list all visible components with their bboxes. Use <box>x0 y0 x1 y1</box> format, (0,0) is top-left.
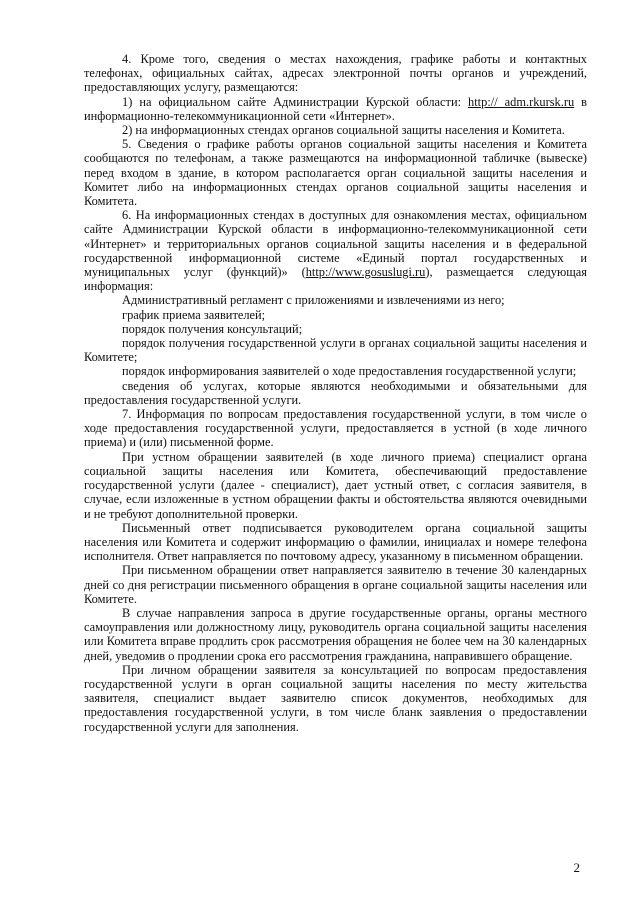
paragraph-written-answer: Письменный ответ подписывается руководителем органа социальной защиты населения или Комитета и содержит информацию о фамилии, инициалах и номере телефона исполнителя. Ответ направляется по почтовому адресу, указанному в письменном обращении. <box>84 520 587 564</box>
paragraph-6: 6. На информационных стендах в доступных для ознакомления местах, официальном сайте Администрации Курской области в информационно-телекоммуникационной сети «Интернет» и территориальных органов социальной защиты населения и в федеральной государственной информационной системе «Единый портал государственных и муниципальных услуг (функций)» (http://www.gosuslugi.ru), размещается следующая информация: <box>84 208 587 294</box>
page-number: 2 <box>573 860 580 875</box>
paragraph-4-item-2: 2) на информационных стендах органов социальной защиты населения и Комитета. <box>122 123 565 138</box>
info-list-item: Административный регламент с приложениями и извлечениями из него; <box>122 293 505 308</box>
info-list-item: порядок информирования заявителей о ходе предоставления государственной услуги; <box>122 364 577 379</box>
paragraph-4: 4. Кроме того, сведения о местах нахождения, графике работы и контактных телефонах, официальных сайтах, адресах электронной почты органов и учреждений, предоставляющих услугу, размещаются: <box>84 52 587 95</box>
paragraph-extension: В случае направления запроса в другие государственные органы, органы местного самоуправления или должностному лицу, руководитель органа социальной защиты населения или Комитета вправе продлить срок рассмотрения обращения не более чем на 30 календарных дней, уведомив о продлении срока его рассмотрения гражданина, направившего обращение. <box>84 605 587 663</box>
info-list-item: порядок получения консультаций; <box>122 321 303 336</box>
paragraph-5: 5. Сведения о графике работы органов социальной защиты населения и Комитета сообщаются по телефонам, а также размещаются на информационной табличке (вывеске) перед входом в здание, в котором располагается орган социальной защиты населения и Комитет либо на информационных стендах органов социальной защиты населения и Комитета. <box>84 137 587 209</box>
info-list-item: график приема заявителей; <box>122 307 266 322</box>
paragraph-4-item-1: 1) на официальном сайте Администрации Курской области: http:// adm.rkursk.ru в информационно-телекоммуникационной сети «Интернет». <box>84 94 588 123</box>
adm-rkursk-link[interactable]: http:// adm.rkursk.ru <box>468 94 575 109</box>
paragraph-personal-visit: При личном обращении заявителя за консультацией по вопросам предоставления государственной услуги в орган социальной защиты населения по месту жительства заявителя, специалист выдает заявителю список документов, необходимых для предоставления государственной услуги, в том числе бланк заявления о предоставлении государственной услуги для заполнения. <box>84 662 587 734</box>
paragraph-oral-request: При устном обращении заявителей (в ходе личного приема) специалист органа социальной защиты населения или Комитета, обеспечивающий предоставление государственной услуги (далее - специалист), дает устный ответ, с согласия заявителя, в случае, если изложенные в устном обращении факты и обстоятельства являются очевидными и не требуют дополнительной проверки. <box>84 449 587 521</box>
paragraph-7: 7. Информация по вопросам предоставления государственной услуги, в том числе о ходе предоставления государственной услуги, предоставляется в устной (в ходе личного приема) и (или) письменной форме. <box>84 407 587 450</box>
paragraph-written-request: При письменном обращении ответ направляется заявителю в течение 30 календарных дней со дня регистрации письменного обращения в органе социальной защиты населения или Комитете. <box>84 563 587 606</box>
info-list-item: порядок получения государственной услуги в органах социальной защиты населения и Комитете; <box>84 336 587 365</box>
document-body <box>84 52 587 734</box>
gosuslugi-link[interactable]: http://www.gosuslugi.ru <box>305 265 426 280</box>
info-list-item: сведения об услугах, которые являются необходимыми и обязательными для предоставления государственной услуги. <box>84 378 587 407</box>
